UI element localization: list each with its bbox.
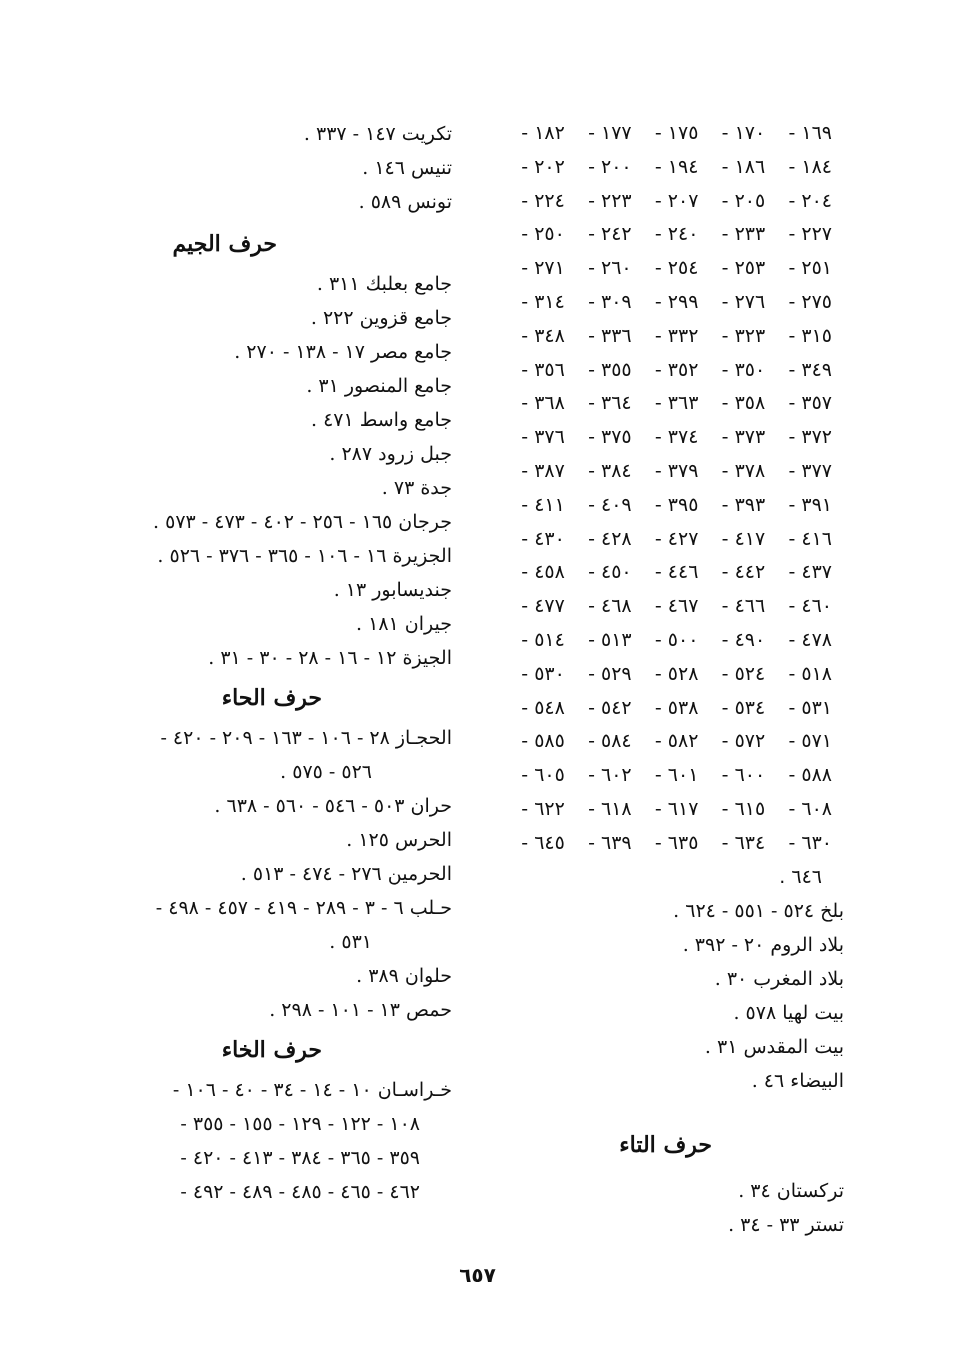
page-reference: ١٧٥ -	[654, 122, 699, 144]
place-entry: خـراسـان ١٠ - ١٤ - ٣٤ - ٤٠ - ١٠٦ -	[172, 1079, 452, 1101]
numbers-grid-row	[498, 151, 832, 185]
ta-entries-list	[498, 1174, 844, 1242]
place-entry: ٤٦٢ - ٤٦٥ - ٤٨٥ - ٤٨٩ - ٤٩٢ -	[180, 1181, 420, 1203]
numbers-grid-row	[498, 117, 832, 151]
page-reference: ٢٠٠ -	[588, 155, 632, 178]
place-entry: حمص ١٣ - ١٠١ - ٢٩٨ .	[269, 999, 452, 1021]
page-reference: ٤٦٧ -	[654, 595, 699, 618]
place-entry: جامع قزوين ٢٢٢ .	[310, 307, 452, 329]
page-reference: ٣٧٩ -	[654, 459, 699, 482]
numbers-grid-row	[498, 455, 832, 489]
page-reference: ١٦٩ -	[788, 122, 832, 144]
place-entry: الجزيرة ١٦ - ١٠٦ - ٣٦٥ - ٣٧٦ - ٥٢٦ .	[157, 545, 452, 567]
place-entry: الحجـاز ٢٨ - ١٠٦ - ١٦٣ - ٢٠٩ - ٤٢٠ -	[160, 727, 452, 749]
page-reference: ٣٢٣ -	[721, 324, 766, 347]
numbers-grid-row	[498, 725, 832, 759]
place-entry: ٥٣١ .	[329, 931, 372, 953]
page-reference: ٢٠٤ -	[788, 189, 832, 212]
page-reference: ٤٩٠ -	[721, 628, 766, 651]
heading-kha: حرف الخاء	[221, 1037, 322, 1063]
page-reference: ٤٠٩ -	[588, 493, 632, 516]
page-reference: ٦٢٢ -	[521, 797, 565, 820]
page-reference: ٦٠٥ -	[521, 764, 565, 787]
page-reference: ٥٧٢ -	[721, 730, 766, 753]
place-entry: جيران ١٨١ .	[356, 613, 452, 635]
jim-entries-list	[100, 267, 452, 675]
page-reference: ٣٩١ -	[788, 493, 832, 516]
numbers-grid-row	[498, 523, 832, 557]
page-reference: ٦٠٠ -	[721, 764, 766, 787]
numbers-grid-row	[498, 185, 832, 219]
page-reference: ٥١٣ -	[588, 628, 632, 651]
page-reference: ٥١٨ -	[788, 662, 832, 685]
page-reference: ٦٠٢ -	[588, 764, 632, 787]
heading-ha: حرف الحاء	[221, 685, 322, 711]
place-entry: حلوان ٣٨٩ .	[356, 965, 452, 987]
page-reference: ٣٦٤ -	[588, 392, 632, 415]
page-reference: ٢٠٧ -	[654, 189, 699, 212]
page-reference: ٤٤٢ -	[721, 561, 766, 584]
page-reference: ٢٢٤ -	[521, 189, 565, 212]
page-reference: ٦٠٨ -	[788, 797, 832, 820]
page-reference: ٤٣٠ -	[521, 527, 565, 550]
page-reference: ٥٧١ -	[788, 730, 832, 753]
page-reference: ٢٥٠ -	[521, 223, 565, 246]
heading-jim: حرف الجيم	[172, 231, 277, 257]
numbers-grid-row	[498, 658, 832, 692]
left-column	[100, 117, 452, 1209]
page-reference: ٣٤٩ -	[788, 358, 832, 381]
page-reference: ٥٢٨ -	[654, 662, 699, 685]
page-reference: ٥٣٠ -	[521, 662, 565, 685]
page-reference: ٣٨٤ -	[588, 459, 632, 482]
page-reference: ٥٣٨ -	[654, 696, 699, 719]
page-reference: ٢٥٤ -	[654, 257, 699, 280]
page-reference: ٦٠١ -	[654, 764, 699, 787]
place-entry: جامع واسط ٤٧١ .	[310, 409, 452, 431]
page-reference: ٢٧١ -	[521, 257, 565, 280]
place-entry: تونس ٥٨٩ .	[358, 191, 452, 213]
page-reference: ٤١٧ -	[721, 527, 766, 550]
place-entry: جامع المنصور ٣١ .	[306, 375, 452, 397]
ha-entries-list	[100, 721, 452, 1027]
place-entry: حران ٥٠٣ - ٥٤٦ - ٥٦٠ - ٦٣٨ .	[214, 795, 452, 817]
place-entry: تستر ٣٣ - ٣٤ .	[728, 1214, 844, 1237]
place-entry: الحرس ١٢٥ .	[346, 829, 452, 851]
right-column	[498, 117, 844, 1242]
numbers-grid-row	[498, 387, 832, 421]
page-reference: ٣٧٨ -	[721, 459, 766, 482]
numbers-grid-row	[498, 489, 832, 523]
page-reference: ٢٥١ -	[788, 257, 832, 280]
numbers-grid-row	[498, 827, 832, 861]
page-reference: ٤٦٨ -	[588, 595, 632, 618]
page-reference: ٣٥٨ -	[721, 392, 766, 415]
numbers-grid-row	[498, 354, 832, 388]
place-entry: تنيس ١٤٦ .	[362, 157, 452, 179]
place-entry: جنديسابور ١٣ .	[333, 579, 452, 601]
page-reference: ٥٤٢ -	[588, 696, 632, 719]
page-reference: ٥١٤ -	[521, 628, 565, 651]
page-reference: ٣٠٩ -	[588, 290, 632, 313]
page-reference: ٤٢٨ -	[588, 527, 632, 550]
page-reference: ٣٧٦ -	[521, 426, 565, 449]
place-entry: بيت المقدس ٣١ .	[704, 1036, 844, 1059]
place-entry: الجيزة ١٢ - ١٦ - ٢٨ - ٣٠ - ٣١ .	[208, 647, 452, 669]
place-entry: حـلب ٦ - ٣ - ٢٨٩ - ٤١٩ - ٤٥٧ - ٤٩٨ -	[155, 897, 452, 919]
page-reference: ٤١١ -	[521, 493, 565, 516]
page-reference: ٢٠٢ -	[521, 155, 565, 178]
page-reference: ٤١٦ -	[788, 527, 832, 550]
page-reference: ١٧٧ -	[588, 122, 632, 144]
page-reference: ٢٧٦ -	[721, 290, 766, 313]
page-reference: ٢٤٠ -	[654, 223, 699, 246]
place-entry: تكريت ١٤٧ - ٣٣٧ .	[303, 123, 452, 145]
numbers-grid-row	[498, 286, 832, 320]
page-reference: ١٨٦ -	[721, 155, 766, 178]
page-reference: ٢٤٢ -	[588, 223, 632, 246]
place-entry: بلاد المغرب ٣٠ .	[714, 968, 844, 991]
numbers-grid-row	[498, 759, 832, 793]
page-reference: ٣٥٠ -	[721, 358, 766, 381]
page-reference: ٥٨٨ -	[788, 764, 832, 787]
page-reference: ٣٧٧ -	[788, 459, 832, 482]
place-entry: ٣٥٩ - ٣٦٥ - ٣٨٤ - ٤١٣ - ٤٢٠ -	[180, 1147, 420, 1169]
page-reference: ٣١٤ -	[521, 290, 565, 313]
page-reference: ٥٨٤ -	[588, 730, 632, 753]
page-number: ٦٥٧	[459, 1263, 496, 1287]
heading-ta: حرف التاء	[619, 1132, 712, 1159]
place-entry: بيت لهيا ٥٧٨ .	[733, 1002, 844, 1025]
page-reference: ٥٣١ -	[788, 696, 832, 719]
page-reference: ٣٣٢ -	[654, 324, 699, 347]
page-reference: ٢٢٣ -	[588, 189, 632, 212]
page-reference: ١٨٤ -	[788, 155, 832, 178]
place-entry: البيضاء ٤٦ .	[751, 1070, 844, 1093]
page-reference: ٣٨٧ -	[521, 459, 565, 482]
place-entry: بلاد الروم ٢٠ - ٣٩٢ .	[682, 934, 844, 957]
place-entry: ١٠٨ - ١٢٢ - ١٢٩ - ١٥٥ - ٣٥٥ -	[180, 1113, 420, 1135]
numbers-grid	[498, 117, 832, 861]
page-reference: ٢٣٣ -	[721, 223, 766, 246]
page-reference: ٣٥٢ -	[654, 358, 699, 381]
kha-lines-list	[100, 1073, 452, 1209]
numbers-grid-row	[498, 320, 832, 354]
page-reference: ٣٧٤ -	[654, 426, 699, 449]
numbers-grid-row	[498, 252, 832, 286]
page-reference: ١٧٠ -	[721, 122, 766, 144]
page-reference: ٣٧٣ -	[721, 426, 766, 449]
page-reference: ٤٧٧ -	[521, 595, 565, 618]
page-reference: ٢٦٠ -	[588, 257, 632, 280]
place-entry: جدة ٧٣ .	[381, 477, 452, 499]
page-reference: ٣٥٥ -	[588, 358, 632, 381]
place-entry: جامع مصر ١٧ - ١٣٨ - ٢٧٠ .	[234, 341, 452, 363]
place-entry: جبل زرود ٢٨٧ .	[329, 443, 452, 465]
page-reference: ٦٤٥ -	[521, 831, 565, 854]
page-reference: ٢٥٣ -	[721, 257, 766, 280]
ta-continued-list	[100, 117, 452, 219]
numbers-tail: ٦٤٦ .	[779, 865, 822, 888]
page-reference: ٢٠٥ -	[721, 189, 766, 212]
page-reference: ٤٤٦ -	[654, 561, 699, 584]
page-reference: ٣٥٦ -	[521, 358, 565, 381]
page-reference: ٦٣٥ -	[654, 831, 699, 854]
page-reference: ٣٧٥ -	[588, 426, 632, 449]
page-reference: ٤٦٦ -	[721, 595, 766, 618]
page-reference: ٣٧٢ -	[788, 426, 832, 449]
numbers-grid-row	[498, 793, 832, 827]
page-reference: ٦١٥ -	[721, 797, 766, 820]
page-reference: ٦٣٩ -	[588, 831, 632, 854]
page-reference: ٣١٥ -	[788, 324, 832, 347]
page-reference: ٣٥٧ -	[788, 392, 832, 415]
page-reference: ٤٧٨ -	[788, 628, 832, 651]
page-reference: ٤٣٧ -	[788, 561, 832, 584]
place-entry: ٥٢٦ - ٥٧٥ .	[280, 761, 372, 783]
page-reference: ٢٧٥ -	[788, 290, 832, 313]
page-reference: ٦١٨ -	[588, 797, 632, 820]
page-reference: ٥٢٩ -	[588, 662, 632, 685]
place-entry: تركستان ٣٤ .	[738, 1180, 844, 1203]
page-reference: ٣٣٦ -	[588, 324, 632, 347]
page-reference: ٥٢٤ -	[721, 662, 766, 685]
page-reference: ٤٢٧ -	[654, 527, 699, 550]
page-reference: ٥٨٥ -	[521, 730, 565, 753]
numbers-grid-row	[498, 421, 832, 455]
page-reference: ٣٩٥ -	[654, 493, 699, 516]
numbers-grid-row	[498, 218, 832, 252]
page-reference: ٦٣٠ -	[788, 831, 832, 854]
page-reference: ٢٢٧ -	[788, 223, 832, 246]
page-reference: ٣٤٨ -	[521, 324, 565, 347]
place-entry: بلخ ٥٢٤ - ٥٥١ - ٦٢٤ .	[673, 900, 844, 923]
page-reference: ٤٥٨ -	[521, 561, 565, 584]
page-reference: ٦١٧ -	[654, 797, 699, 820]
page-reference: ٣٦٨ -	[521, 392, 565, 415]
numbers-grid-row	[498, 692, 832, 726]
page-reference: ٣٩٣ -	[721, 493, 766, 516]
page-reference: ١٩٤ -	[654, 155, 699, 178]
page-reference: ٢٩٩ -	[654, 290, 699, 313]
place-entry: جامع بعلبك ٣١١ .	[316, 273, 452, 295]
numbers-grid-row	[498, 556, 832, 590]
place-entry: جرجان ١٦٥ - ٢٥٦ - ٤٠٢ - ٤٧٣ - ٥٧٣ .	[153, 511, 452, 533]
page-reference: ٤٥٠ -	[588, 561, 632, 584]
page-reference: ٥٤٨ -	[521, 696, 565, 719]
numbers-grid-row	[498, 624, 832, 658]
page-reference: ٤٦٠ -	[788, 595, 832, 618]
ba-entries-list	[498, 894, 844, 1098]
page-reference: ٣٦٣ -	[654, 392, 699, 415]
page-reference: ٥٠٠ -	[654, 628, 699, 651]
numbers-grid-row	[498, 590, 832, 624]
page-reference: ٥٨٢ -	[654, 730, 699, 753]
page-reference: ٦٣٤ -	[721, 831, 766, 854]
page-reference: ١٨٢ -	[521, 122, 565, 144]
page-reference: ٥٣٤ -	[721, 696, 766, 719]
place-entry: الحرمين ٢٧٦ - ٤٧٤ - ٥١٣ .	[240, 863, 452, 885]
